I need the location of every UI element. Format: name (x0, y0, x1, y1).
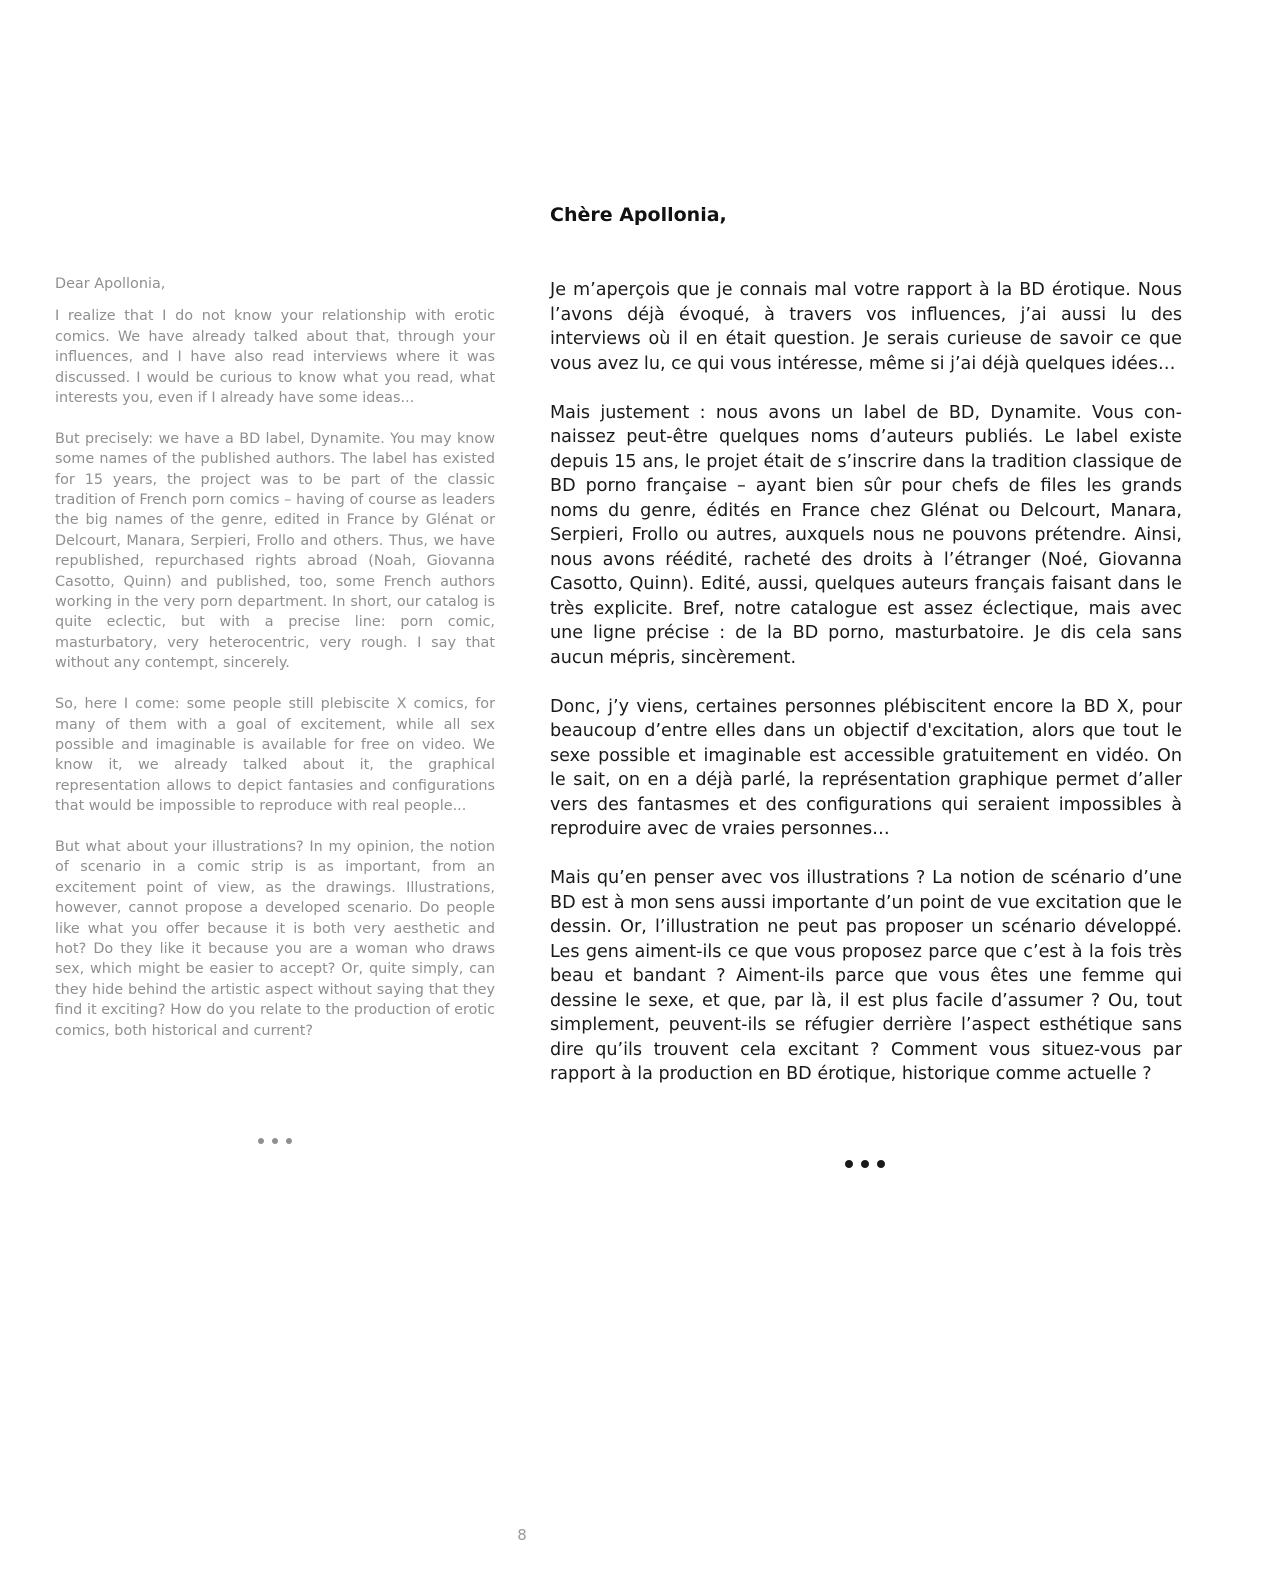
dot-icon (861, 1160, 869, 1168)
dot-icon (272, 1138, 278, 1144)
english-paragraph: But precisely: we have a BD label, Dynamite. You may know some names of the published authors. The label has existed for 15 years, the project was to be part of the classic tradition of French porn comics – having of course as leaders the big names of the genre, edited in France by Glénat or Delcourt, Manara, Serpieri, Frollo and others. Thus, we have republished, repurchased rights abroad (Noah, Giovanna Casotto, Quinn) and published, too, some French authors working in the very porn department. In short, our catalog is quite eclectic, but with a precise line: porn comic, masturbatory, very heterocentric, very rough. I say that without any contempt, sincerely. (55, 430, 495, 672)
french-greeting: Chère Apollonia, (550, 204, 727, 226)
french-letter-column (550, 278, 1182, 1087)
dot-icon (877, 1160, 885, 1168)
french-paragraph: Je m’aperçois que je connais mal votre rapport à la BD érotique. Nous l’avons déjà évoqué, à travers vos influences, j’ai aussi lu des interviews où il en était question. Je serais curieuse de savoir ce que vous avez lu, ce qui vous intéresse, même si j’ai déjà quelques idées… (550, 280, 1182, 374)
french-paragraph: Donc, j’y viens, certaines personnes plébiscitent encore la BD X, pour beaucoup d’entre elles dans un objectif d'excitation, alors que tout le sexe possible et imaginable est accessible gratuitement en vidéo. On le sait, on en a déjà parlé, la représentation graphique permet d’aller vers des fantasmes et des configurations qui seraient impossibles à reproduire avec de vraies personnes… (550, 696, 1182, 839)
english-paragraph: I realize that I do not know your relationship with erotic comics. We have already talked about that, through your influences, and I have also read interviews where it was discussed. I would be curious to know what you read, what interests you, even if I already have some ideas... (55, 308, 495, 407)
english-ellipsis-ornament (258, 1138, 292, 1144)
french-paragraph: Mais justement : nous avons un label de BD, Dynamite. Vous connaissez peut-être quelques noms d’auteurs publiés. Le label existe depuis 15 ans, le projet était de s’inscrire dans la tradition classique de BD porno française – ayant bien sûr pour chefs de files les grands noms du genre, édités en France chez Glénat ou Delcourt, Manara, Serpieri, Frollo ou autres, auxquels nous ne pouvons prétendre. Ainsi, nous avons réédité, racheté des droits à l’étranger (Noé, Giovanna Casotto, Quinn). Edité, aussi, quelques auteurs français faisant dans le très explicite. Bref, notre catalogue est assez éclectique, mais avec une ligne précise : de la BD porno, masturbatoire. Je dis cela sans aucun mépris, sincèrement. (550, 402, 1182, 668)
dot-icon (258, 1138, 264, 1144)
english-greeting: Dear Apollonia, (55, 276, 166, 292)
english-paragraph: So, here I come: some people still plebiscite X comics, for many of them with a goal of excitement, while all sex possible and imaginable is available for free on video. We know it, we already talked about it, the graphical representation allows to depict fantasies and configurations that would be impossible to reproduce with real people... (55, 696, 495, 815)
french-paragraph: Mais qu’en penser avec vos illustrations ? La notion de scénario d’une BD est à mon sens aussi importante d’un point de vue excitation que le dessin. Or, l’illustration ne peut pas proposer un scénario développé. Les gens aiment-ils ce que vous proposez parce que c’est à la fois très beau et bandant ? Aiment-ils parce que vous êtes une femme qui dessine le sexe, et que, par là, il est plus facile d’assumer ? Ou, tout simplement, peuvent-ils se réfugier derrière l’aspect esthétique sans dire qu’ils trouvent cela excitant ? Comment vous situez-vous par rapport à la production en BD érotique, historique comme actuelle ? (550, 868, 1182, 1084)
french-ellipsis-ornament (845, 1160, 885, 1168)
page-number: 8 (517, 1526, 527, 1544)
dot-icon (845, 1160, 853, 1168)
english-paragraph: But what about your illustrations? In my opinion, the notion of scenario in a comic strip is as important, from an excitement point of view, as the drawings. Illustrations, however, cannot propose a developed scenario. Do people like what you offer because it is both very aesthetic and hot? Do they like it because you are a woman who draws sex, which might be easier to accept? Or, quite simply, can they hide behind the artistic aspect without saying that they find it exciting? How do you relate to the production of erotic comics, both historical and current? (55, 838, 495, 1039)
dot-icon (286, 1138, 292, 1144)
english-letter-column (55, 274, 495, 1041)
